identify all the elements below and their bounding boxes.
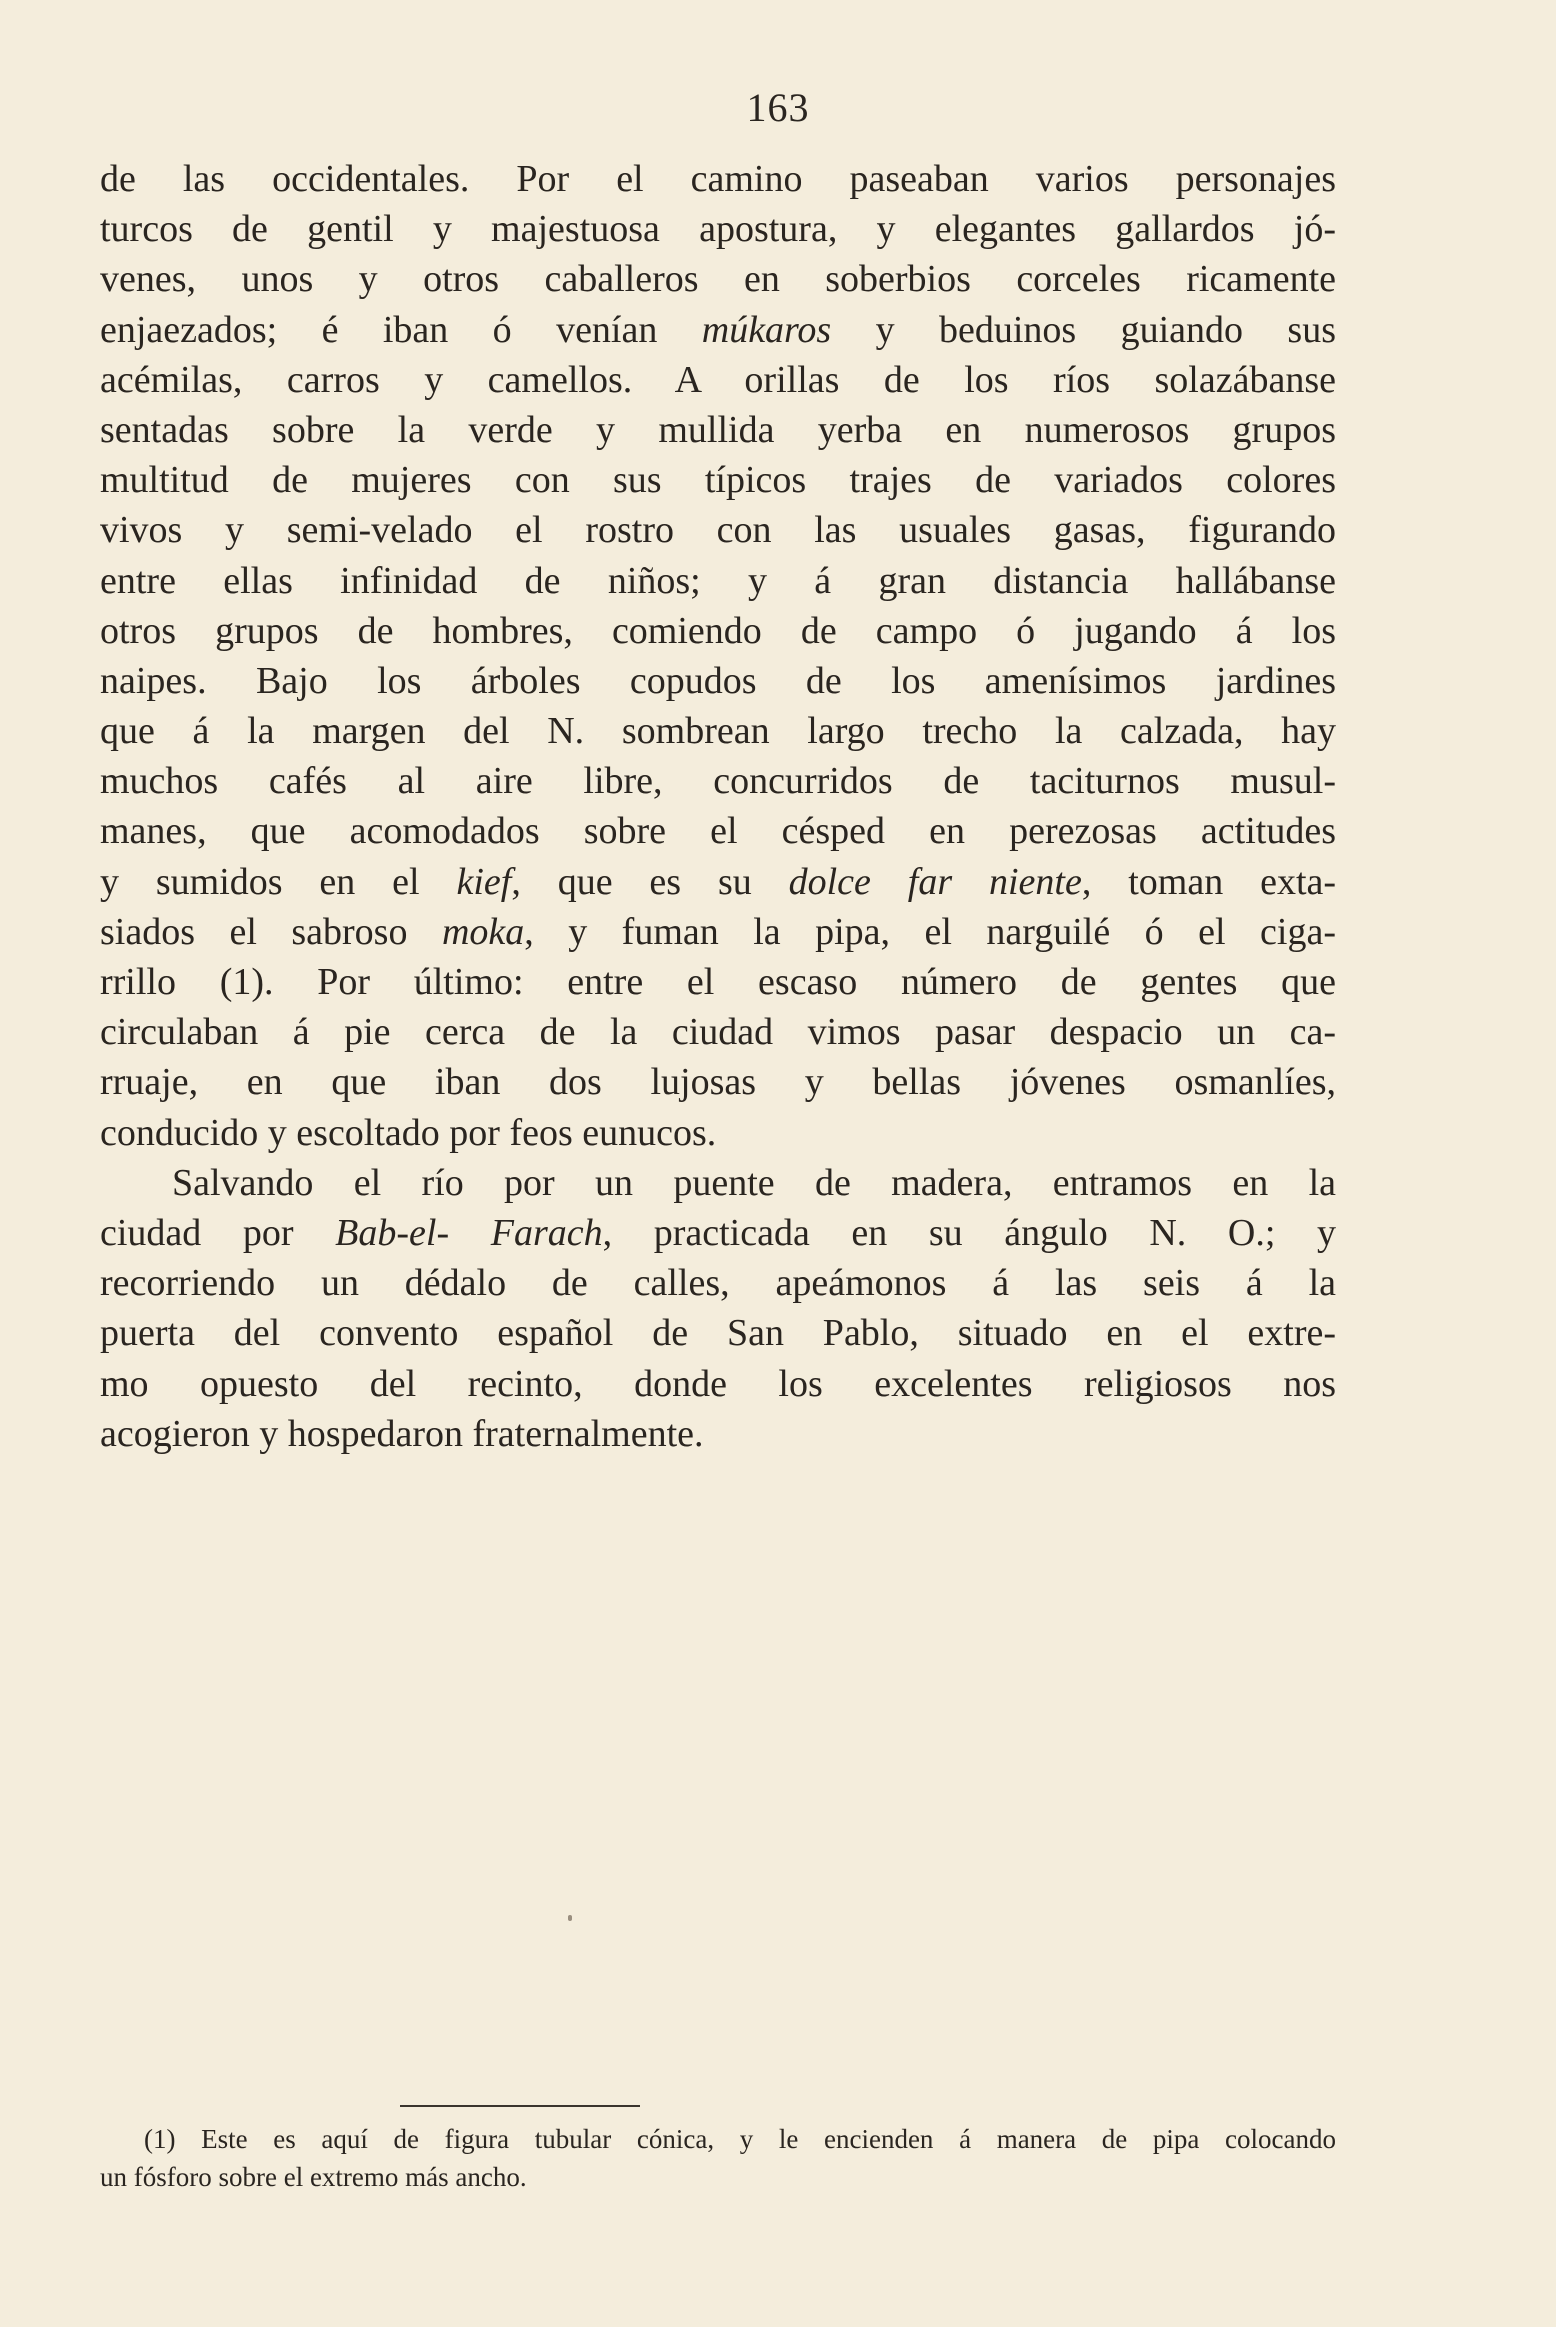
footnote-line: un fósforo sobre el extremo más ancho. xyxy=(100,2162,527,2192)
footnote-divider xyxy=(400,2105,640,2107)
text-line: naipes. Bajo los árboles copudos de los amenísimos jardines xyxy=(100,659,1336,702)
text-line: conducido y escoltado por feos eunucos. xyxy=(100,1111,717,1154)
text-line: circulaban á pie cerca de la ciudad vimos pasar despacio un ca- xyxy=(100,1011,1336,1054)
italic-term: dolce far niente xyxy=(788,860,1082,903)
body-text xyxy=(100,154,1336,1459)
text-line: venes, unos y otros caballeros en soberbios corceles ricamente xyxy=(100,258,1336,301)
text-line: manes, que acomodados sobre el césped en perezosas actitudes xyxy=(100,810,1336,853)
italic-term: kief xyxy=(456,860,512,903)
text-line-with-italic: siados el sabroso moka, y fuman la pipa, el narguilé ó el ciga- xyxy=(100,910,1336,953)
text-line: de las occidentales. Por el camino paseaban varios personajes xyxy=(100,158,1336,200)
text-line: turcos de gentil y majestuosa apostura, y elegantes gallardos jó- xyxy=(100,208,1336,251)
text-line: puerta del convento español de San Pablo, situado en el extre- xyxy=(100,1312,1336,1355)
text-line: entre ellas infinidad de niños; y á gran distancia hallábanse xyxy=(100,559,1336,602)
footnote xyxy=(100,2120,1336,2196)
paragraph-start-line: Salvando el río por un puente de madera, entramos en la xyxy=(172,1161,1336,1204)
italic-term: Bab-el- Farach xyxy=(335,1211,603,1254)
text-line-with-italic: enjaezados; é iban ó venían múkaros y beduinos guiando sus xyxy=(100,308,1336,351)
text-line-with-italic: ciudad por Bab-el- Farach, practicada en su ángulo N. O.; y xyxy=(100,1211,1336,1254)
page-number: 163 xyxy=(746,85,810,130)
text-line: recorriendo un dédalo de calles, apeámonos á las seis á la xyxy=(100,1262,1336,1305)
text-line: multitud de mujeres con sus típicos trajes de variados colores xyxy=(100,459,1336,502)
text-line: muchos cafés al aire libre, concurridos de taciturnos musul- xyxy=(100,760,1336,803)
text-line: mo opuesto del recinto, donde los excelentes religiosos nos xyxy=(100,1362,1336,1405)
text-line: acémilas, carros y camellos. A orillas de los ríos solazábanse xyxy=(100,358,1336,401)
text-line-with-italic: y sumidos en el kief, que es su dolce far niente, toman exta- xyxy=(100,860,1337,903)
italic-term: múkaros xyxy=(701,308,832,351)
italic-term: moka xyxy=(441,910,525,953)
text-line: que á la margen del N. sombrean largo trecho la calzada, hay xyxy=(100,710,1336,753)
paper-speck xyxy=(568,1915,572,1921)
text-line: rruaje, en que iban dos lujosas y bellas jóvenes osmanlíes, xyxy=(100,1061,1336,1104)
text-line: otros grupos de hombres, comiendo de campo ó jugando á los xyxy=(100,609,1336,652)
text-line: rrillo (1). Por último: entre el escaso número de gentes que xyxy=(100,961,1336,1003)
text-line: sentadas sobre la verde y mullida yerba en numerosos grupos xyxy=(100,408,1336,451)
footnote-line: (1) Este es aquí de figura tubular cónica, y le encienden á manera de pipa colocando xyxy=(144,2124,1336,2154)
text-line: acogieron y hospedaron fraternalmente. xyxy=(100,1412,704,1455)
text-line: vivos y semi-velado el rostro con las usuales gasas, figurando xyxy=(100,509,1336,552)
